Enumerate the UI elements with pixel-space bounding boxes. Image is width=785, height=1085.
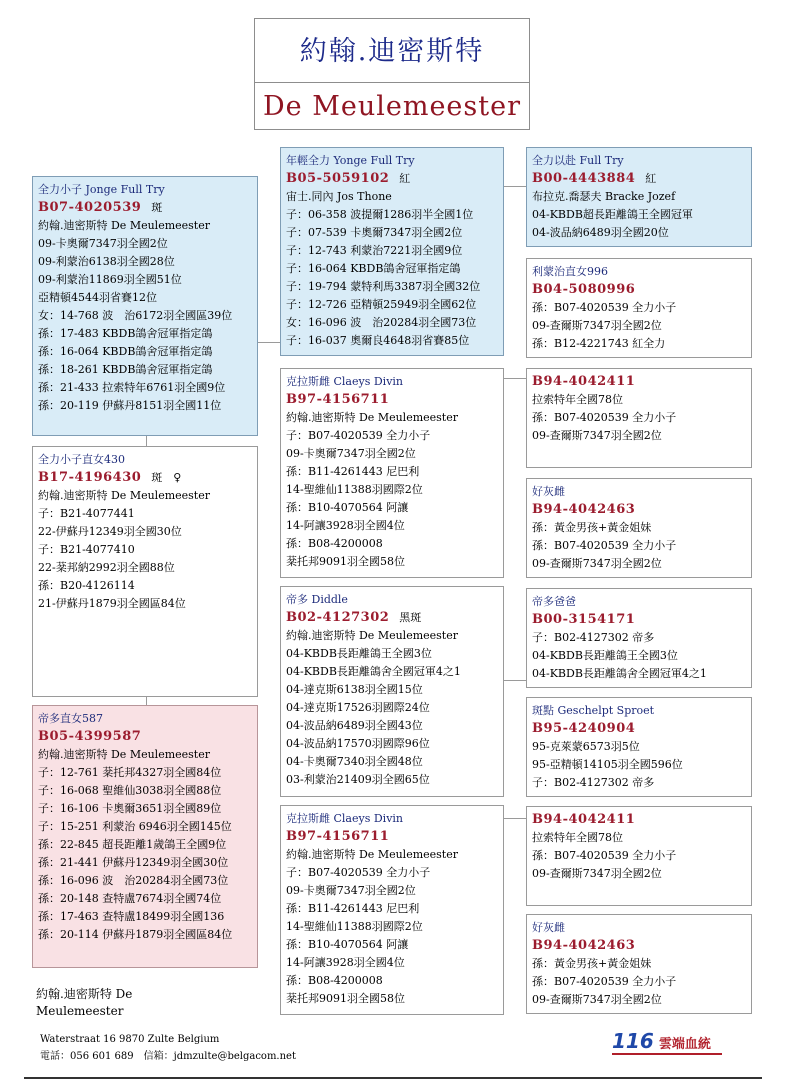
record-line: 亞精頓4544羽省賽12位 — [38, 291, 157, 304]
record-line: 04-KBDB長距離鴿舍全國冠軍4之1 — [532, 667, 707, 680]
title-divider — [255, 82, 529, 83]
record-line: 子：19-794 蒙特利馬3387羽全國32位 — [286, 280, 481, 293]
record-line: 約翰.迪密斯特 De Meulemeester — [286, 411, 458, 424]
ring-number: B95-4240904 — [532, 721, 636, 736]
title-chinese: 約翰.迪密斯特 — [299, 36, 485, 67]
record-line: 14-聖維仙11388羽國際2位 — [286, 483, 423, 496]
record-line: 21-伊蘇丹1879羽全國區84位 — [38, 597, 186, 610]
title-latin: De Meulemeester — [263, 91, 521, 122]
pedigree-box-ddd — [526, 914, 752, 1014]
record-line: 子：B02-4127302 帝多 — [532, 631, 655, 644]
record-line: 棻托邦9091羽全國58位 — [286, 992, 405, 1005]
box-header: 克拉斯雌 Claeys Divin — [286, 375, 404, 388]
record-line: 09-卡奧爾7347羽全國2位 — [286, 447, 416, 460]
box-header: 年輕全力 Yonge Full Try — [286, 154, 415, 167]
record-line: 04-波品納6489羽全國43位 — [286, 719, 423, 732]
ring-number: B00-3154171 — [532, 612, 636, 627]
record-line: 女：14-768 波 治6172羽全國區39位 — [38, 309, 233, 322]
ring-number: B97-4156711 — [286, 392, 390, 407]
record-line: 子：B21-4077441 — [38, 507, 135, 520]
connector-dd-dds — [504, 818, 526, 819]
pedigree-box-sire — [32, 176, 258, 436]
title-box — [254, 18, 530, 130]
ring-number-row — [38, 199, 252, 217]
record-line: 04-卡奧爾7340羽全國48位 — [286, 755, 423, 768]
ring-number-row — [532, 373, 746, 391]
ring-number: B04-5080996 — [532, 282, 636, 297]
record-line: 22-伊蘇丹12349羽全國30位 — [38, 525, 182, 538]
record-line: 孫：17-463 查特盧18499羽全國136 — [38, 910, 225, 923]
record-line: 孫：黃金男孩+黃金姐妹 — [532, 521, 652, 534]
record-line: 14-阿讓3928羽全國4位 — [286, 519, 405, 532]
record-line: 子：16-106 卡奧爾3651羽全國89位 — [38, 802, 222, 815]
record-line: 孫：B08-4200008 — [286, 974, 383, 987]
record-line: 子：06-358 波提爾1286羽半全國1位 — [286, 208, 474, 221]
contact-block — [40, 1031, 296, 1065]
ring-number: B02-4127302 — [286, 610, 390, 625]
record-line: 約翰.迪密斯特 De Meulemeester — [38, 489, 210, 502]
record-line: 孫：21-433 拉索特年6761羽全國9位 — [38, 381, 226, 394]
contact-line: 電話：056 601 689 信箱：jdmzulte@belgacom.net — [40, 1051, 296, 1062]
record-line: 女：16-096 波 治20284羽全國73位 — [286, 316, 477, 329]
record-line: 布拉克.喬瑟夫 Bracke Jozef — [532, 190, 676, 203]
record-line: 子：B07-4020539 全力小子 — [286, 429, 431, 442]
record-line: 04-達克斯6138羽全國15位 — [286, 683, 423, 696]
ring-number-row — [286, 391, 498, 409]
record-line: 約翰.迪密斯特 De Meulemeester — [286, 848, 458, 861]
record-line: 04-達克斯17526羽國際24位 — [286, 701, 430, 714]
box-header: 全力以赴 Full Try — [532, 154, 624, 167]
box-header: 斑點 Geschelpt Sproet — [532, 704, 655, 717]
record-line: 孫：B11-4261443 尼巴利 — [286, 902, 420, 915]
record-line: 孫：B20-4126114 — [38, 579, 135, 592]
ring-number-row — [532, 170, 746, 188]
record-line: 孫：20-148 查特盧7674羽全國74位 — [38, 892, 222, 905]
record-line: 09-卡奧爾7347羽全國2位 — [38, 237, 168, 250]
ring-number: B94-4042411 — [532, 812, 636, 827]
record-line: 09-查爾斯7347羽全國2位 — [532, 429, 662, 442]
record-line: 孫：17-483 KBDB鴿舍冠軍指定鴿 — [38, 327, 213, 340]
record-line: 約翰.迪密斯特 De Meulemeester — [38, 748, 210, 761]
ring-number-row — [286, 609, 498, 627]
record-line: 孫：B11-4261443 尼巴利 — [286, 465, 420, 478]
ring-number-row — [532, 937, 746, 955]
record-line: 孫：B12-4221743 紅全力 — [532, 337, 666, 350]
record-line: 子：15-251 利蒙治 6946羽全國145位 — [38, 820, 232, 833]
connector-dam-dam2 — [146, 697, 147, 705]
box-header: 帝多 Diddle — [286, 593, 348, 606]
connector-ss-sss — [504, 186, 526, 187]
ring-number: B97-4156711 — [286, 829, 390, 844]
record-line: 孫：B07-4020539 全力小子 — [532, 539, 677, 552]
ring-number: B94-4042411 — [532, 374, 636, 389]
record-line: 子：16-068 聖維仙3038羽全國88位 — [38, 784, 222, 797]
record-line: 04-KBDB長距離鴿王全國3位 — [286, 647, 432, 660]
record-line: 孫：B10-4070564 阿讓 — [286, 938, 409, 951]
ring-number-row — [38, 469, 252, 487]
record-line: 09-利蒙治6138羽全國28位 — [38, 255, 175, 268]
record-line: 子：B21-4077410 — [38, 543, 135, 556]
record-line: 孫：21-441 伊蘇丹12349羽全國30位 — [38, 856, 229, 869]
record-line: 拉索特年全國78位 — [532, 831, 623, 844]
record-line: 子：07-539 卡奧爾7347羽全國2位 — [286, 226, 463, 239]
pedigree-box-dam — [32, 446, 258, 697]
record-line: 孫：B07-4020539 全力小子 — [532, 849, 677, 862]
box-header: 好灰雌 — [532, 485, 565, 498]
record-line: 09-利蒙治11869羽全國51位 — [38, 273, 182, 286]
ring-number-row — [532, 281, 746, 299]
ring-number-row — [532, 501, 746, 519]
box-header: 好灰雌 — [532, 921, 565, 934]
owner-name: 約翰.迪密斯特 De Meulemeester — [36, 987, 133, 1018]
connector-sire-dam — [146, 436, 147, 446]
record-line: 孫：黃金男孩+黃金姐妹 — [532, 957, 652, 970]
record-line: 09-卡奧爾7347羽全國2位 — [286, 884, 416, 897]
box-header: 帝多爸爸 — [532, 595, 576, 608]
record-line: 子：12-726 亞精頓25949羽全國62位 — [286, 298, 477, 311]
bottom-rule — [24, 1077, 762, 1079]
box-header: 全力小子 Jonge Full Try — [38, 183, 165, 196]
record-line: 14-聖維仙11388羽國際2位 — [286, 920, 423, 933]
record-line: 孫：B07-4020539 全力小子 — [532, 411, 677, 424]
record-line: 95-克萊蒙6573羽5位 — [532, 740, 640, 753]
pedigree-box-sss — [526, 147, 752, 247]
pedigree-box-dd — [280, 805, 504, 1015]
box-header: 全力小子直女430 — [38, 453, 125, 466]
connector-sd-sds — [504, 378, 526, 379]
record-line: 22-棻邦納2992羽全國88位 — [38, 561, 175, 574]
color-tag: 紅 — [399, 172, 411, 185]
ring-number: B05-5059102 — [286, 171, 390, 186]
connector-ds-dss — [504, 680, 526, 681]
record-line: 子：B02-4127302 帝多 — [532, 776, 655, 789]
record-line: 04-KBDB長距離鴿舍全國冠軍4之1 — [286, 665, 461, 678]
record-line: 孫：B08-4200008 — [286, 537, 383, 550]
record-line: 04-波品納6489羽全國20位 — [532, 226, 669, 239]
record-line: 子：B07-4020539 全力小子 — [286, 866, 431, 879]
record-line: 子：16-037 奧爾良4648羽省賽85位 — [286, 334, 470, 347]
pedigree-box-ssd — [526, 258, 752, 358]
record-line: 孫：16-064 KBDB鴿舍冠軍指定鴿 — [38, 345, 213, 358]
pedigree-box-sdd — [526, 478, 752, 578]
connector-sire-ss — [258, 342, 280, 343]
record-line: 約翰.迪密斯特 De Meulemeester — [38, 219, 210, 232]
pedigree-box-dam2 — [32, 705, 258, 968]
logo — [612, 1029, 722, 1057]
record-line: 子：12-761 棻托邦4327羽全國84位 — [38, 766, 222, 779]
box-header: 帝多直女587 — [38, 712, 103, 725]
ring-number-row — [286, 170, 498, 188]
record-line: 95-亞精頓14105羽全國596位 — [532, 758, 683, 771]
ring-number-row — [532, 811, 746, 829]
record-line: 孫：20-119 伊蘇丹8151羽全國11位 — [38, 399, 222, 412]
pedigree-box-sd — [280, 368, 504, 578]
record-line: 14-阿讓3928羽全國4位 — [286, 956, 405, 969]
ring-number: B07-4020539 — [38, 200, 142, 215]
logo-number: 116 — [612, 1029, 654, 1053]
color-tag: 斑 ♀ — [151, 471, 182, 484]
ring-number: B05-4399587 — [38, 729, 142, 744]
pedigree-box-sds — [526, 368, 752, 468]
ring-number: B00-4443884 — [532, 171, 636, 186]
record-line: 04-KBDB長距離鴿王全國3位 — [532, 649, 678, 662]
record-line: 孫：22-845 超長距離1歲鴿王全國9位 — [38, 838, 227, 851]
record-line: 子：12-743 利蒙治7221羽全國9位 — [286, 244, 463, 257]
record-line: 子：16-064 KBDB鴿舍冠軍指定鴿 — [286, 262, 461, 275]
pedigree-box-dss — [526, 588, 752, 688]
ring-number: B17-4196430 — [38, 470, 142, 485]
record-line: 09-查爾斯7347羽全國2位 — [532, 867, 662, 880]
record-line: 拉索特年全國78位 — [532, 393, 623, 406]
ring-number-row — [286, 828, 498, 846]
record-line: 孫：B07-4020539 全力小子 — [532, 301, 677, 314]
record-line: 09-查爾斯7347羽全國2位 — [532, 557, 662, 570]
record-line: 棻托邦9091羽全國58位 — [286, 555, 405, 568]
ring-number-row — [532, 611, 746, 629]
record-line: 孫：B07-4020539 全力小子 — [532, 975, 677, 988]
color-tag: 紅 — [645, 172, 657, 185]
logo-text: 雲端血統 — [658, 1037, 711, 1052]
record-line: 孫：16-096 波 治20284羽全國73位 — [38, 874, 229, 887]
ring-number-row — [38, 728, 252, 746]
pedigree-box-dds — [526, 806, 752, 906]
pedigree-box-ds — [280, 586, 504, 797]
ring-number: B94-4042463 — [532, 938, 636, 953]
pedigree-box-ss — [280, 147, 504, 356]
ring-number: B94-4042463 — [532, 502, 636, 517]
ring-number-row — [532, 720, 746, 738]
logo-underline — [612, 1053, 722, 1055]
record-line: 孫：20-114 伊蘇丹1879羽全國區84位 — [38, 928, 233, 941]
record-line: 宙士.同內 Jos Thone — [286, 190, 392, 203]
color-tag: 斑 — [151, 201, 163, 214]
record-line: 09-查爾斯7347羽全國2位 — [532, 993, 662, 1006]
pedigree-box-dsd — [526, 697, 752, 797]
record-line: 04-波品納17570羽國際96位 — [286, 737, 430, 750]
box-header: 利蒙治直女996 — [532, 265, 608, 278]
record-line: 孫：B10-4070564 阿讓 — [286, 501, 409, 514]
record-line: 孫：18-261 KBDB鴿舍冠軍指定鴿 — [38, 363, 213, 376]
address-line: Waterstraat 16 9870 Zulte Belgium — [40, 1034, 220, 1045]
record-line: 09-查爾斯7347羽全國2位 — [532, 319, 662, 332]
record-line: 04-KBDB超長距離鴿王全國冠軍 — [532, 208, 693, 221]
box-header: 克拉斯雌 Claeys Divin — [286, 812, 404, 825]
color-tag: 黑斑 — [399, 611, 422, 624]
record-line: 03-利蒙治21409羽全國65位 — [286, 773, 430, 786]
record-line: 約翰.迪密斯特 De Meulemeester — [286, 629, 458, 642]
